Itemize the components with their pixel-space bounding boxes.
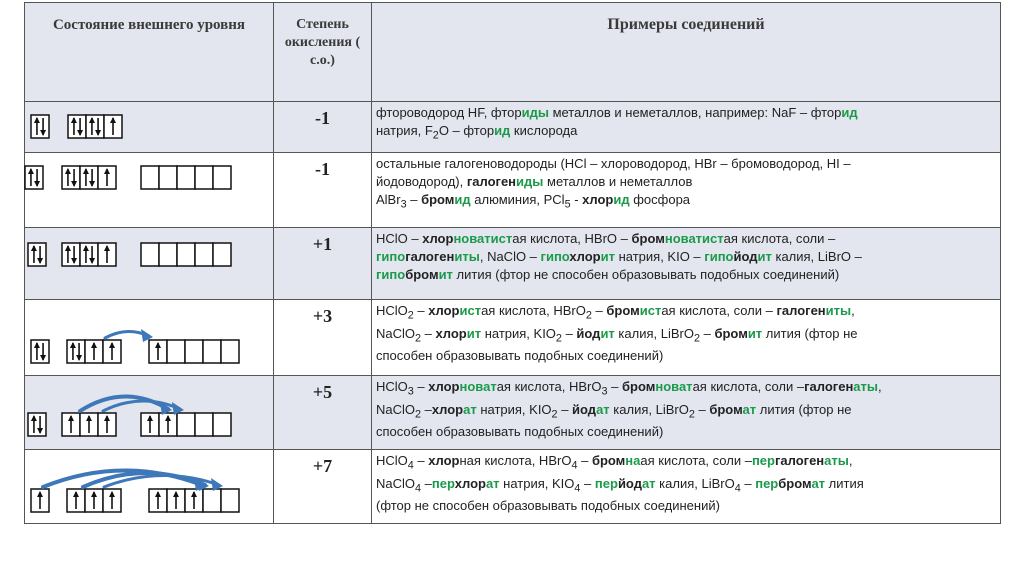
text-segment: –: [421, 325, 436, 341]
subscript: 2: [415, 408, 422, 421]
text-segment: –: [577, 453, 592, 468]
text-segment: гипо: [376, 267, 406, 282]
subscript: 4: [734, 482, 741, 495]
text-segment: хлор: [431, 401, 464, 417]
text-segment: гипо: [540, 249, 570, 264]
text-segment: ид: [454, 192, 471, 207]
oxidation-value: +5: [274, 376, 372, 450]
orbital-box: [141, 243, 159, 266]
text-segment: галоген: [804, 379, 854, 394]
orbital-box: [177, 166, 195, 189]
oxidation-value: +7: [274, 450, 372, 524]
orbital-diagram: [25, 153, 274, 228]
text-segment: ат: [596, 401, 610, 417]
text-segment: ная кислота, HBrO: [459, 453, 572, 468]
text-segment: ит: [747, 325, 763, 341]
text-segment: иты: [825, 303, 852, 318]
text-segment: галоген: [776, 303, 826, 318]
text-segment: бром: [621, 379, 656, 394]
halogen-oxidation-table: [24, 2, 1001, 524]
text-segment: йодоводород),: [376, 174, 467, 189]
examples-text: [372, 228, 1001, 300]
text-segment: натрия, F: [376, 123, 433, 138]
text-segment: новатист: [664, 231, 724, 246]
text-segment: –: [406, 192, 422, 207]
orbital-box: [213, 243, 231, 266]
text-segment: бром: [714, 325, 748, 341]
state-cell: [25, 376, 274, 450]
text-segment: бром: [709, 401, 743, 417]
orbital-box: [221, 340, 239, 363]
text-segment: ист: [459, 303, 482, 318]
oxidation-value: -1: [274, 102, 372, 153]
text-segment: ид: [613, 192, 630, 207]
text-segment: ит: [466, 325, 482, 341]
text-segment: ат: [811, 475, 826, 491]
orbital-box: [177, 413, 195, 436]
text-segment: способен образовывать подобных соединений): [376, 348, 664, 364]
text-segment: –: [699, 325, 715, 341]
orbital-box: [195, 243, 213, 266]
text-segment: HClO: [376, 379, 408, 394]
orbital-box: [221, 489, 239, 512]
text-segment: пер: [594, 475, 618, 491]
orbital-diagram: [25, 228, 274, 300]
subscript: 3: [407, 385, 414, 398]
text-segment: хлор: [569, 249, 601, 264]
examples-text: [372, 376, 1001, 450]
header-state: Состояние внешнего уровня: [25, 3, 274, 102]
subscript: 2: [693, 332, 700, 345]
orbital-box: [67, 340, 85, 363]
text-segment: аты: [824, 453, 849, 468]
text-segment: ая кислота, HBrO: [496, 379, 602, 394]
oxidation-value: -1: [274, 153, 372, 228]
text-segment: (фтор не способен образовывать подобных соединений): [376, 498, 720, 514]
text-segment: хлор: [428, 453, 460, 468]
text-segment: бром: [405, 267, 439, 282]
text-segment: калия, LiBrO: [614, 325, 694, 341]
table-row: [25, 300, 1001, 376]
orbital-diagram: [25, 450, 274, 524]
text-segment: ат: [485, 475, 500, 491]
text-segment: калия, LiBrO –: [771, 249, 862, 264]
state-cell: [25, 300, 274, 376]
text-segment: калия, LiBrO: [655, 475, 735, 491]
text-segment: иды: [516, 174, 544, 189]
table-row: [25, 228, 1001, 300]
text-segment: йод: [572, 401, 597, 417]
examples-text: [372, 300, 1001, 376]
text-segment: –: [421, 475, 432, 491]
orbital-box: [31, 115, 49, 138]
text-segment: бром: [631, 231, 665, 246]
text-segment: ат: [641, 475, 656, 491]
text-segment: NaClO: [376, 325, 416, 341]
text-segment: новатист: [453, 231, 513, 246]
text-segment: натрия, KIO: [481, 325, 556, 341]
orbital-box: [86, 115, 104, 138]
text-segment: хлор: [582, 192, 614, 207]
state-cell: [25, 102, 274, 153]
text-segment: ит: [600, 249, 615, 264]
text-segment: –: [607, 379, 622, 394]
orbital-diagram: [25, 102, 274, 153]
text-segment: ат: [463, 401, 477, 417]
text-segment: хлор: [428, 379, 460, 394]
orbital-box: [213, 413, 231, 436]
examples-text: [372, 102, 1001, 153]
text-segment: лития (фтор не способен образовывать подобных соединений): [452, 267, 840, 282]
orbital-box: [25, 166, 43, 189]
table-row: [25, 376, 1001, 450]
text-segment: йод: [576, 325, 601, 341]
text-segment: –: [740, 475, 756, 491]
text-segment: ая кислота, HBrO –: [512, 231, 632, 246]
text-segment: хлор: [422, 231, 454, 246]
text-segment: гипо: [704, 249, 734, 264]
text-segment: пер: [431, 475, 455, 491]
orbital-box: [177, 243, 195, 266]
text-segment: лития (фтор не: [756, 401, 852, 417]
orbital-box: [203, 340, 221, 363]
examples-text: [372, 153, 1001, 228]
text-segment: –: [557, 401, 573, 417]
text-segment: натрия, KIO –: [614, 249, 705, 264]
text-segment: ид: [494, 123, 511, 138]
table-row: [25, 450, 1001, 524]
orbital-box: [80, 243, 98, 266]
text-segment: пер: [755, 475, 779, 491]
orbital-box: [31, 340, 49, 363]
text-segment: галоген: [466, 174, 517, 189]
text-segment: способен образовывать подобных соединений): [376, 424, 664, 440]
text-segment: ая кислота, соли –: [640, 453, 752, 468]
subscript: 2: [407, 309, 414, 322]
state-cell: [25, 450, 274, 524]
text-segment: NaClO: [376, 475, 416, 491]
text-segment: хлор: [454, 475, 486, 491]
text-segment: бром: [606, 303, 640, 318]
text-segment: на: [625, 453, 641, 468]
text-segment: иты: [454, 249, 480, 264]
subscript: 2: [432, 129, 439, 142]
text-segment: ит: [757, 249, 772, 264]
orbital-box: [213, 166, 231, 189]
text-segment: , NaClO –: [479, 249, 541, 264]
orbital-box: [159, 243, 177, 266]
table-row: [25, 102, 1001, 153]
text-segment: –: [413, 303, 429, 318]
text-segment: ист: [639, 303, 662, 318]
orbital-box: [203, 489, 221, 512]
orbital-diagram: [25, 300, 274, 376]
text-segment: бром: [778, 475, 812, 491]
table-row: [25, 153, 1001, 228]
text-segment: ая кислота, соли –: [723, 231, 836, 246]
text-segment: хлор: [428, 303, 460, 318]
text-segment: натрия, KIO: [476, 401, 552, 417]
text-segment: AlBr: [376, 192, 401, 207]
text-segment: бром: [421, 192, 455, 207]
text-segment: HClO: [376, 303, 408, 318]
orbital-box: [195, 413, 213, 436]
state-cell: [25, 228, 274, 300]
orbital-box: [68, 115, 86, 138]
text-segment: аты: [853, 379, 878, 394]
subscript: 4: [571, 459, 578, 472]
text-segment: ая кислота, соли –: [692, 379, 805, 394]
state-cell: [25, 153, 274, 228]
subscript: 2: [688, 408, 695, 421]
oxidation-value: +3: [274, 300, 372, 376]
header-oxidation: Степень окисления ( с.о.): [274, 3, 372, 102]
text-segment: галоген: [774, 453, 825, 468]
text-segment: металлов и неметаллов: [543, 174, 693, 189]
orbital-box: [62, 243, 80, 266]
text-segment: –: [413, 379, 429, 394]
text-segment: O – фтор: [438, 123, 495, 138]
header-row: [25, 3, 1001, 102]
text-segment: лития (фтор не: [762, 325, 858, 341]
subscript: 4: [407, 459, 414, 472]
subscript: 3: [400, 198, 407, 211]
text-segment: йод: [617, 475, 642, 491]
orbital-box: [28, 413, 46, 436]
text-segment: калия, LiBrO: [609, 401, 689, 417]
orbital-box: [159, 166, 177, 189]
subscript: 2: [585, 309, 592, 322]
orbital-box: [28, 243, 46, 266]
orbital-box: [195, 166, 213, 189]
orbital-box: [62, 166, 80, 189]
text-segment: хлор: [435, 325, 467, 341]
text-segment: галоген: [405, 249, 455, 264]
text-segment: металлов и неметаллов, например: NaF – фтор: [548, 105, 842, 120]
subscript: 3: [601, 385, 608, 398]
text-segment: ит: [438, 267, 453, 282]
text-segment: пер: [751, 453, 775, 468]
text-segment: –: [413, 453, 429, 468]
text-segment: новат: [655, 379, 693, 394]
text-segment: –: [694, 401, 710, 417]
text-segment: бром: [591, 453, 626, 468]
transition-arc: [83, 473, 205, 487]
orbital-box: [80, 166, 98, 189]
text-segment: остальные галогеноводороды (HCl – хлороводород, HBr – бромоводород, HI –: [376, 156, 851, 171]
text-segment: -: [570, 192, 583, 207]
text-segment: ,: [848, 453, 853, 468]
subscript: 2: [555, 332, 562, 345]
orbital-box: [185, 340, 203, 363]
text-segment: ая кислота, HBrO: [481, 303, 586, 318]
text-segment: йод: [733, 249, 758, 264]
subscript: 5: [564, 198, 571, 211]
text-segment: иды: [521, 105, 549, 120]
subscript: 2: [415, 332, 422, 345]
orbital-box: [167, 340, 185, 363]
text-segment: ,: [851, 303, 855, 318]
orbital-box: [141, 166, 159, 189]
text-segment: ,: [878, 379, 882, 394]
text-segment: ая кислота, соли –: [661, 303, 777, 318]
text-segment: новат: [459, 379, 497, 394]
header-examples: Примеры соединений: [372, 3, 1001, 102]
text-segment: HClO: [376, 453, 408, 468]
text-segment: ид: [841, 105, 858, 120]
orbital-diagram: [25, 376, 274, 450]
text-segment: HClO –: [376, 231, 423, 246]
text-segment: гипо: [376, 249, 406, 264]
subscript: 4: [415, 482, 422, 495]
subscript: 2: [551, 408, 558, 421]
text-segment: –: [580, 475, 595, 491]
text-segment: –: [591, 303, 607, 318]
text-segment: алюминия, PCl: [470, 192, 565, 207]
text-segment: фтороводород HF, фтор: [376, 105, 522, 120]
text-segment: кислорода: [510, 123, 578, 138]
text-segment: фосфора: [629, 192, 691, 207]
text-segment: натрия, KIO: [499, 475, 575, 491]
text-segment: –: [421, 401, 432, 417]
text-segment: NaClO: [376, 401, 416, 417]
text-segment: ит: [600, 325, 615, 341]
oxidation-value: +1: [274, 228, 372, 300]
examples-text: [372, 450, 1001, 524]
subscript: 4: [574, 482, 581, 495]
text-segment: –: [561, 325, 577, 341]
text-segment: ат: [742, 401, 757, 417]
text-segment: лития: [825, 475, 864, 491]
